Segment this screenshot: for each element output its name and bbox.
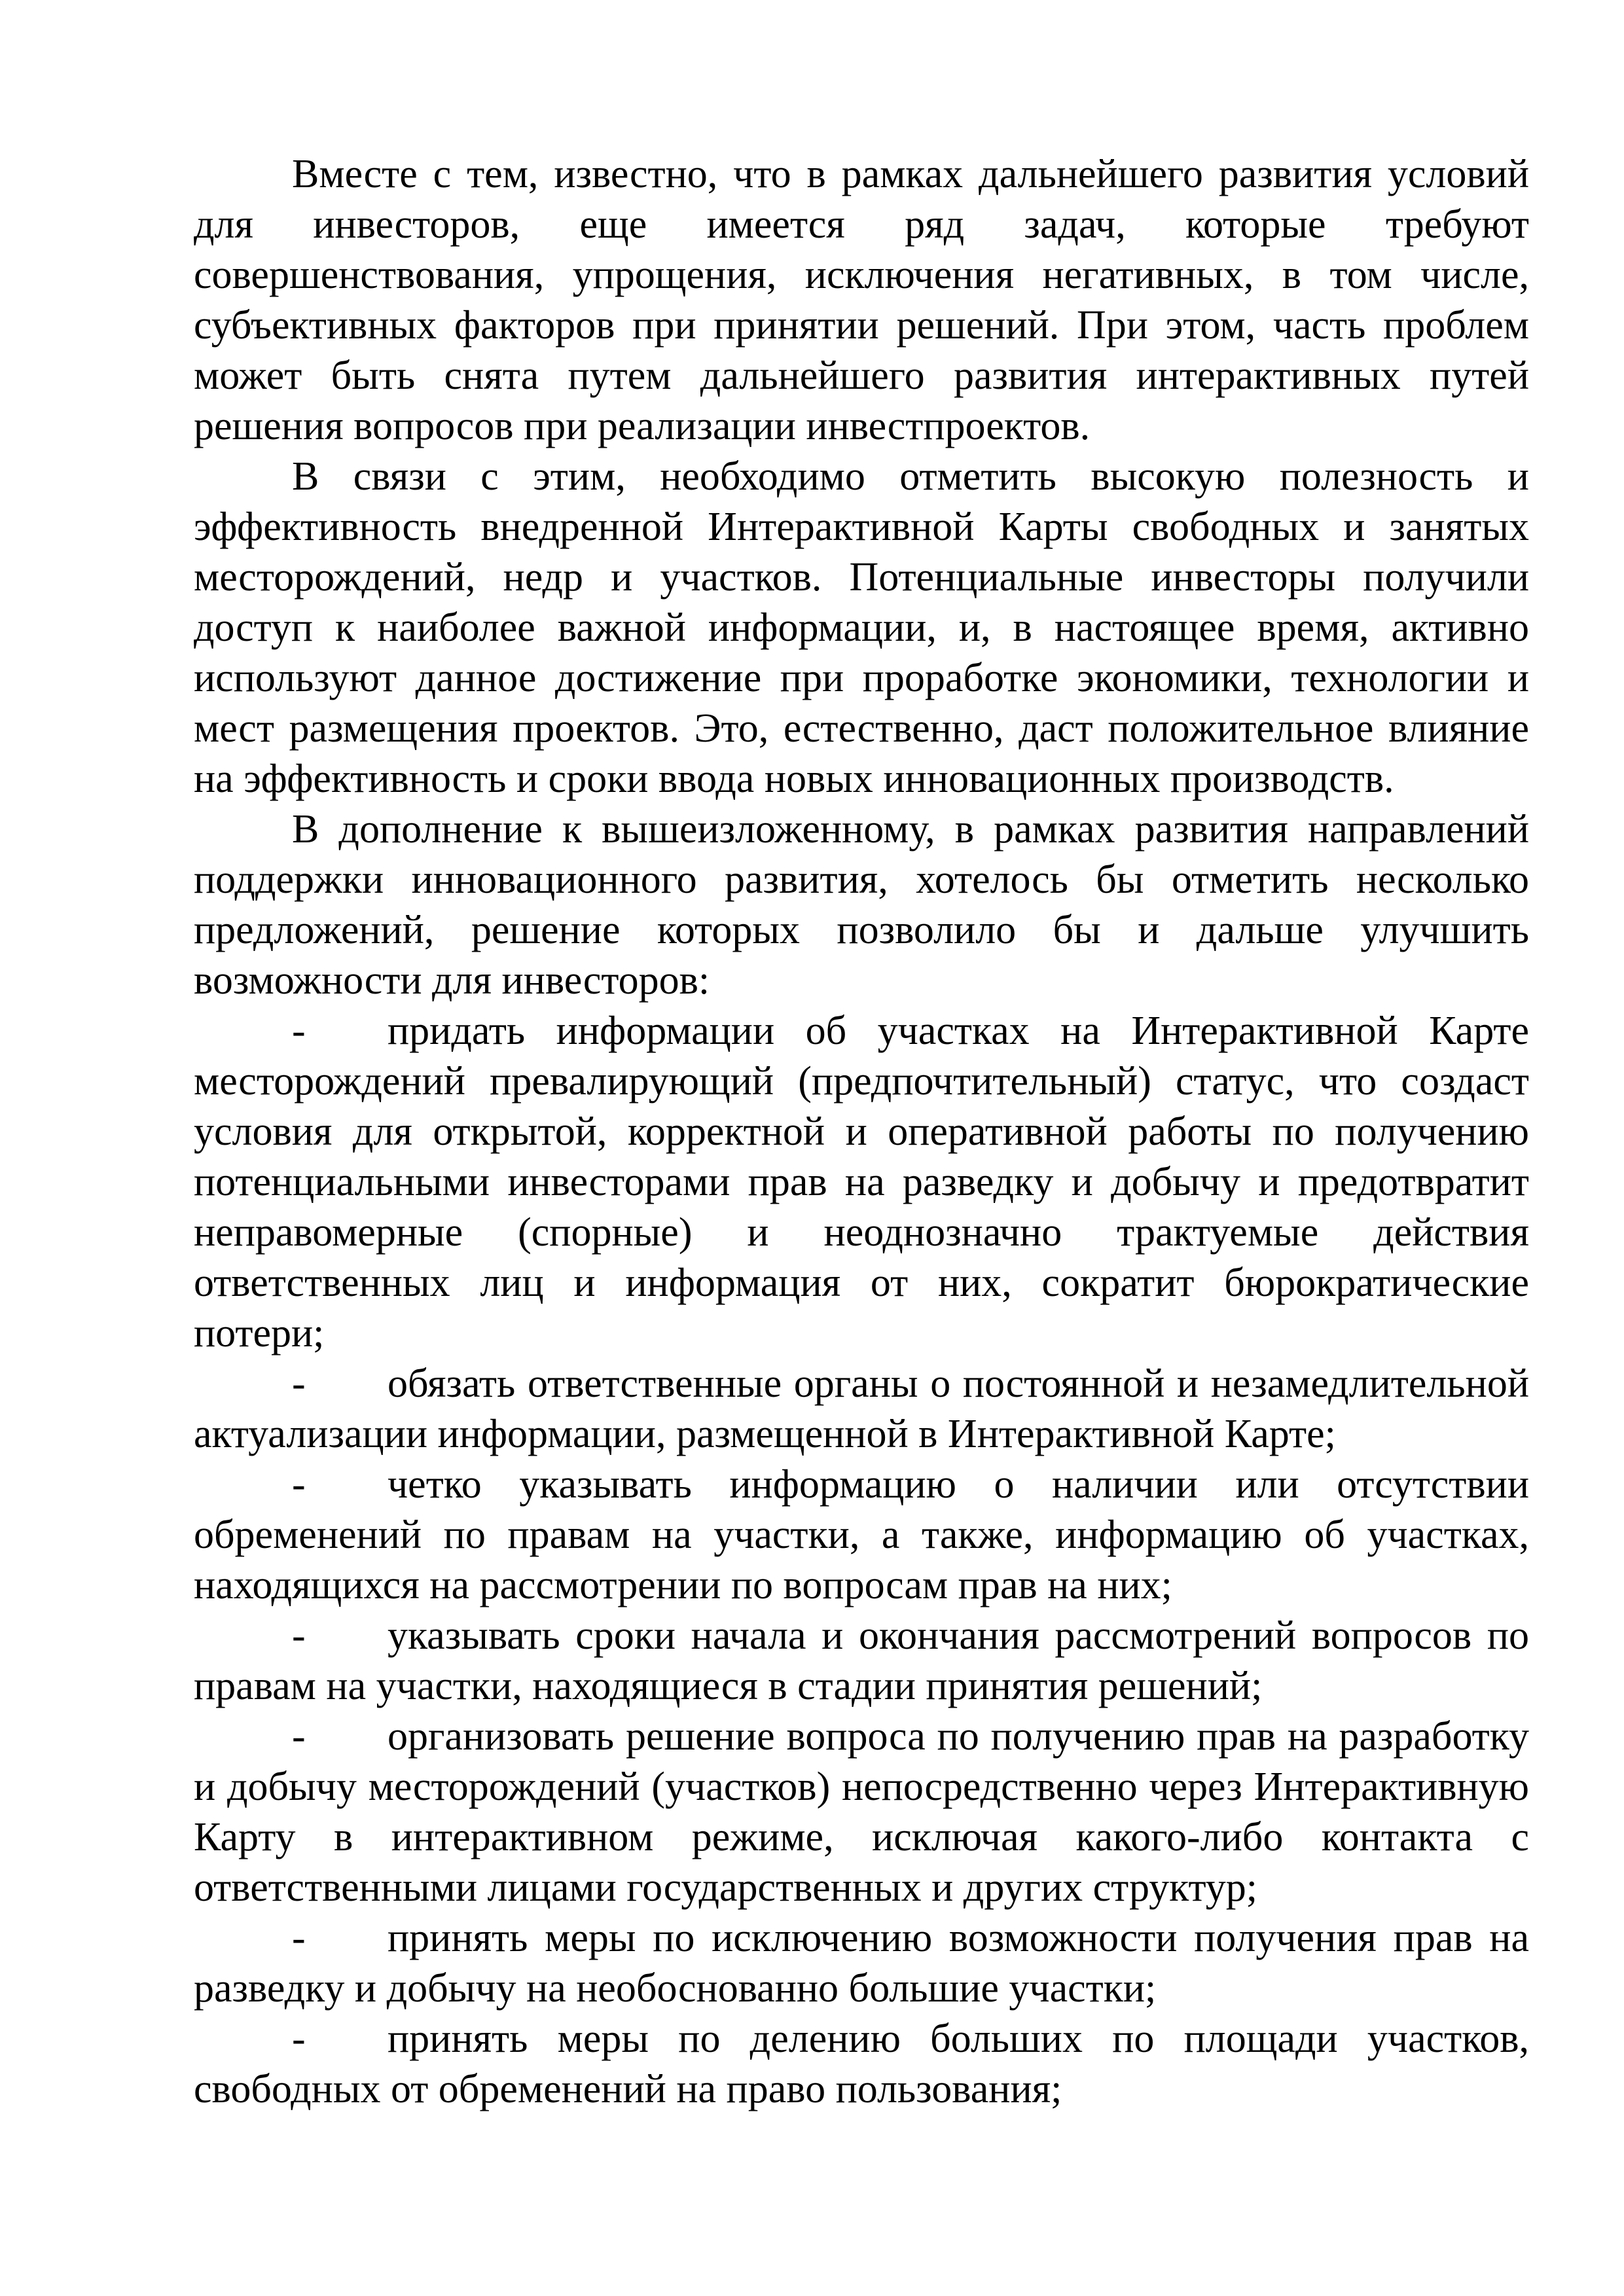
paragraph: В дополнение к вышеизложенному, в рамках развития направлений поддержки инновационного развития, хотелось бы отметить несколько предложений, решение которых позволило бы и дальше улучшить возможности для инвесторов: bbox=[194, 807, 1529, 1003]
list-item bbox=[194, 1006, 1529, 1359]
paragraph: Вместе с тем, известно, что в рамках дальнейшего развития условий для инвесторов, еще имеется ряд задач, которые требуют совершенствования, упрощения, исключения негативных, в том числе, субъективных факторов при принятии решений. При этом, часть проблем может быть снята путем дальнейшего развития интерактивных путей решения вопросов при реализации инвестпроектов. bbox=[194, 152, 1529, 448]
list-item-text: принять меры по делению больших по площади участков, свободных от обременений на право пользования; bbox=[194, 2017, 1529, 2111]
list-item-text: обязать ответственные органы о постоянной и незамедлительной актуализации информации, размещенной в Интерактивной Карте; bbox=[194, 1361, 1529, 1456]
list-item-text: указывать сроки начала и окончания рассмотрений вопросов по правам на участки, находящиеся в стадии принятия решений; bbox=[194, 1613, 1529, 1708]
list-marker: - bbox=[292, 1462, 306, 1507]
list-item bbox=[194, 1712, 1529, 1913]
list-item-text: придать информации об участках на Интерактивной Карте месторождений превалирующий (предпочтительный) статус, что создаст условия для открытой, корректной и оперативной работы по получению потенциальными инвесторами прав на разведку и добычу и предотвратит неправомерные (спорные) и неоднозначно трактуемые действия ответственных лиц и информация от них, сократит бюрократические потери; bbox=[194, 1009, 1529, 1355]
list-item-text: организовать решение вопроса по получению прав на разработку и добычу месторождений (участков) непосредственно через Интерактивную Карту в интерактивном режиме, исключая какого-либо контакта с ответственными лицами государственных и других структур; bbox=[194, 1714, 1529, 1910]
list-marker: - bbox=[292, 1009, 306, 1053]
list-item-text: принять меры по исключению возможности получения прав на разведку и добычу на необоснованно большие участки; bbox=[194, 1916, 1529, 2011]
list-marker: - bbox=[292, 1916, 306, 1960]
list-marker: - bbox=[292, 2017, 306, 2061]
list-item bbox=[194, 1913, 1529, 2014]
list-marker: - bbox=[292, 1714, 306, 1759]
paragraph: В связи с этим, необходимо отметить высокую полезность и эффективность внедренной Интерактивной Карты свободных и занятых месторождений, недр и участков. Потенциальные инвесторы получили доступ к наиболее важной информации, и, в настоящее время, активно используют данное достижение при проработке экономики, технологии и мест размещения проектов. Это, естественно, даст положительное влияние на эффективность и сроки ввода новых инновационных производств. bbox=[194, 454, 1529, 801]
list-marker: - bbox=[292, 1361, 306, 1406]
list-item bbox=[194, 1611, 1529, 1712]
list-item bbox=[194, 1359, 1529, 1460]
list-item-text: четко указывать информацию о наличии или отсутствии обременений по правам на участки, а также, информацию об участках, находящихся на рассмотрении по вопросам прав на них; bbox=[194, 1462, 1529, 1607]
document-page bbox=[194, 149, 1529, 2115]
list-item bbox=[194, 2014, 1529, 2115]
list-item bbox=[194, 1460, 1529, 1611]
list-marker: - bbox=[292, 1613, 306, 1658]
